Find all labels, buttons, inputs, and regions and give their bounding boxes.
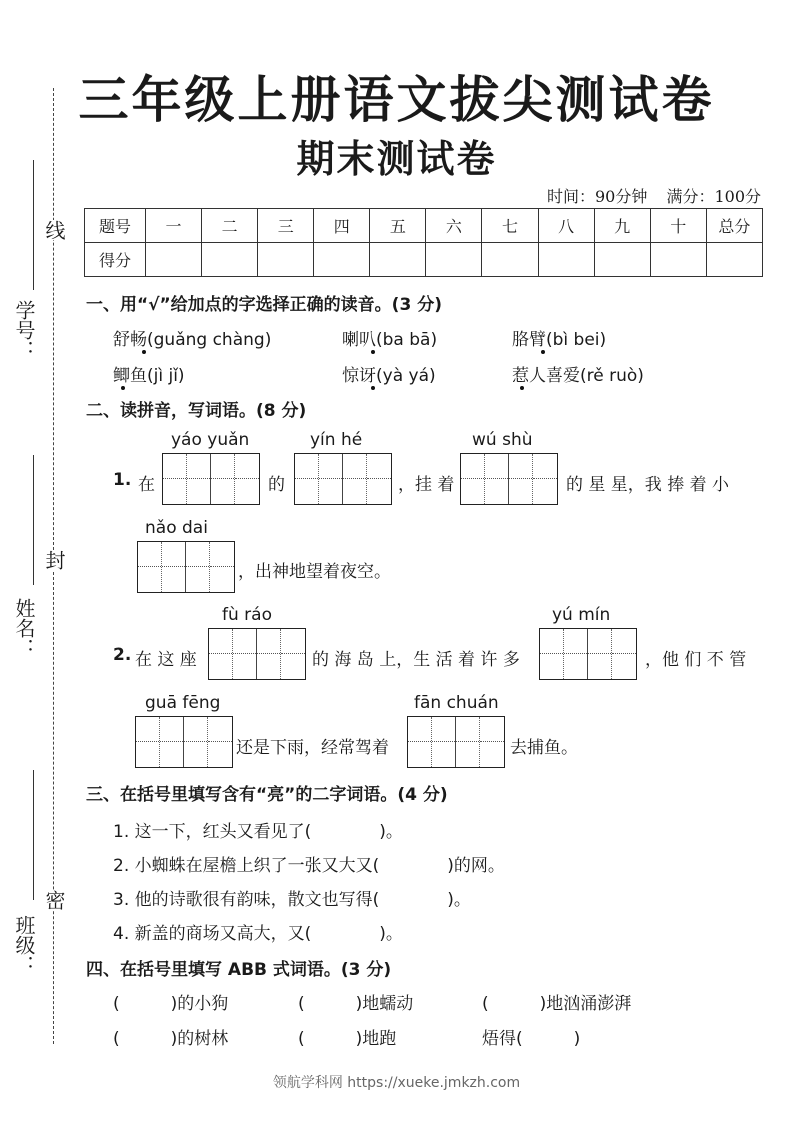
name-label: 姓名： bbox=[12, 598, 36, 658]
table-cell: 四 bbox=[314, 209, 370, 243]
pronunciation-item[interactable]: 舒畅(guǎng chàng) bbox=[113, 330, 272, 350]
question-text: 在 bbox=[138, 475, 155, 495]
fill-blank-item[interactable]: 焐得( ) bbox=[482, 1029, 581, 1049]
writing-grid[interactable] bbox=[294, 453, 392, 505]
table-cell: 总分 bbox=[706, 209, 762, 243]
score-cell[interactable] bbox=[202, 243, 258, 277]
score-table bbox=[84, 208, 763, 277]
fill-blank-item[interactable]: ( )地蠕动 bbox=[298, 994, 414, 1014]
pronunciation-item[interactable]: 惊讶(yà yá) bbox=[342, 366, 436, 386]
full-score: 满分：100分 bbox=[666, 187, 761, 206]
binding-word-secret: 密 bbox=[40, 890, 69, 910]
pinyin-label: yáo yuǎn bbox=[171, 430, 250, 450]
table-cell: 得分 bbox=[85, 243, 146, 277]
emphasis-dot bbox=[541, 350, 545, 354]
score-cell[interactable] bbox=[650, 243, 706, 277]
writing-grid[interactable] bbox=[137, 541, 235, 593]
pronunciation-item[interactable]: 喇叭(ba bā) bbox=[342, 330, 438, 350]
writing-grid[interactable] bbox=[460, 453, 558, 505]
table-cell: 三 bbox=[258, 209, 314, 243]
question-text: ，他 们 不 管 bbox=[645, 650, 747, 670]
fill-blank-item[interactable]: 3. 他的诗歌很有韵味，散文也写得( )。 bbox=[113, 890, 471, 910]
class-label: 班级： bbox=[12, 915, 36, 975]
question-text: 的 bbox=[268, 475, 285, 495]
emphasis-dot bbox=[142, 350, 146, 354]
question-number: 1. bbox=[113, 470, 132, 490]
score-cell[interactable] bbox=[258, 243, 314, 277]
pronunciation-item[interactable]: 胳臂(bì bei) bbox=[512, 330, 607, 350]
time-limit: 时间：90分钟 bbox=[546, 187, 648, 206]
writing-grid[interactable] bbox=[162, 453, 260, 505]
pinyin-label: wú shù bbox=[472, 430, 533, 450]
table-cell: 八 bbox=[538, 209, 594, 243]
writing-grid[interactable] bbox=[208, 628, 306, 680]
fill-blank-item[interactable]: 1. 这一下，红头又看见了( )。 bbox=[113, 822, 403, 842]
section2-heading: 二、读拼音，写词语。(8 分) bbox=[86, 401, 307, 421]
table-cell: 十 bbox=[650, 209, 706, 243]
table-cell: 一 bbox=[146, 209, 202, 243]
binding-word-line: 线 bbox=[40, 220, 69, 240]
table-cell: 二 bbox=[202, 209, 258, 243]
table-cell: 九 bbox=[594, 209, 650, 243]
score-cell[interactable] bbox=[538, 243, 594, 277]
pinyin-label: yú mín bbox=[552, 605, 611, 625]
table-cell: 五 bbox=[370, 209, 426, 243]
section3-heading: 三、在括号里填写含有“亮”的二字词语。(4 分) bbox=[86, 785, 448, 805]
id-label: 学号： bbox=[12, 300, 36, 360]
section4-heading: 四、在括号里填写 ABB 式词语。(3 分) bbox=[86, 960, 392, 980]
exam-info bbox=[533, 184, 761, 207]
footer-watermark: 领航学科网 https://xueke.jmkzh.com bbox=[272, 1075, 521, 1091]
page-subtitle: 期末测试卷 bbox=[296, 136, 497, 181]
fill-blank-item[interactable]: ( )的小狗 bbox=[113, 994, 229, 1014]
table-cell: 六 bbox=[426, 209, 482, 243]
pinyin-label: yín hé bbox=[310, 430, 363, 450]
pronunciation-item[interactable]: 惹人喜爱(rě ruò) bbox=[512, 366, 644, 386]
table-cell: 七 bbox=[482, 209, 538, 243]
pinyin-label: fù ráo bbox=[222, 605, 272, 625]
question-text: ，挂 着 bbox=[398, 475, 455, 495]
pinyin-label: guā fēng bbox=[145, 693, 221, 713]
score-cell[interactable] bbox=[482, 243, 538, 277]
name-write-line bbox=[33, 455, 34, 585]
question-number: 2. bbox=[113, 645, 132, 665]
question-text: 的 星 星，我 捧 着 小 bbox=[566, 475, 730, 495]
emphasis-dot bbox=[121, 386, 125, 390]
fill-blank-item[interactable]: 2. 小蜘蛛在屋檐上织了一张又大又( )的网。 bbox=[113, 856, 505, 876]
question-text: 的 海 岛 上，生 活 着 许 多 bbox=[312, 650, 520, 670]
emphasis-dot bbox=[371, 350, 375, 354]
pronunciation-item[interactable]: 鲫鱼(jì jǐ) bbox=[113, 366, 185, 386]
fill-blank-item[interactable]: ( )的树林 bbox=[113, 1029, 229, 1049]
emphasis-dot bbox=[520, 386, 524, 390]
binding-word-seal: 封 bbox=[40, 550, 69, 570]
pinyin-label: fān chuán bbox=[414, 693, 499, 713]
class-write-line bbox=[33, 770, 34, 900]
score-cell[interactable] bbox=[594, 243, 650, 277]
id-write-line bbox=[33, 160, 34, 290]
fill-blank-item[interactable]: 4. 新盖的商场又高大，又( )。 bbox=[113, 924, 403, 944]
writing-grid[interactable] bbox=[539, 628, 637, 680]
fill-blank-item[interactable]: ( )地汹涌澎湃 bbox=[482, 994, 632, 1014]
fill-blank-item[interactable]: ( )地跑 bbox=[298, 1029, 397, 1049]
writing-grid[interactable] bbox=[135, 716, 233, 768]
question-text: 还是下雨，经常驾着 bbox=[236, 738, 389, 758]
score-table-score-row bbox=[85, 243, 763, 277]
score-cell[interactable] bbox=[146, 243, 202, 277]
emphasis-dot bbox=[371, 386, 375, 390]
score-cell[interactable] bbox=[426, 243, 482, 277]
question-text: 在 这 座 bbox=[135, 650, 197, 670]
score-cell[interactable] bbox=[314, 243, 370, 277]
table-cell: 题号 bbox=[85, 209, 146, 243]
writing-grid[interactable] bbox=[407, 716, 505, 768]
score-cell[interactable] bbox=[370, 243, 426, 277]
section1-heading: 一、用“√”给加点的字选择正确的读音。(3 分) bbox=[86, 295, 442, 315]
pinyin-label: nǎo dai bbox=[145, 518, 208, 538]
score-cell[interactable] bbox=[706, 243, 762, 277]
question-text: ，出神地望着夜空。 bbox=[238, 562, 391, 582]
page-title: 三年级上册语文拔尖测试卷 bbox=[78, 70, 715, 129]
question-text: 去捕鱼。 bbox=[510, 738, 578, 758]
score-table-header-row bbox=[85, 209, 763, 243]
